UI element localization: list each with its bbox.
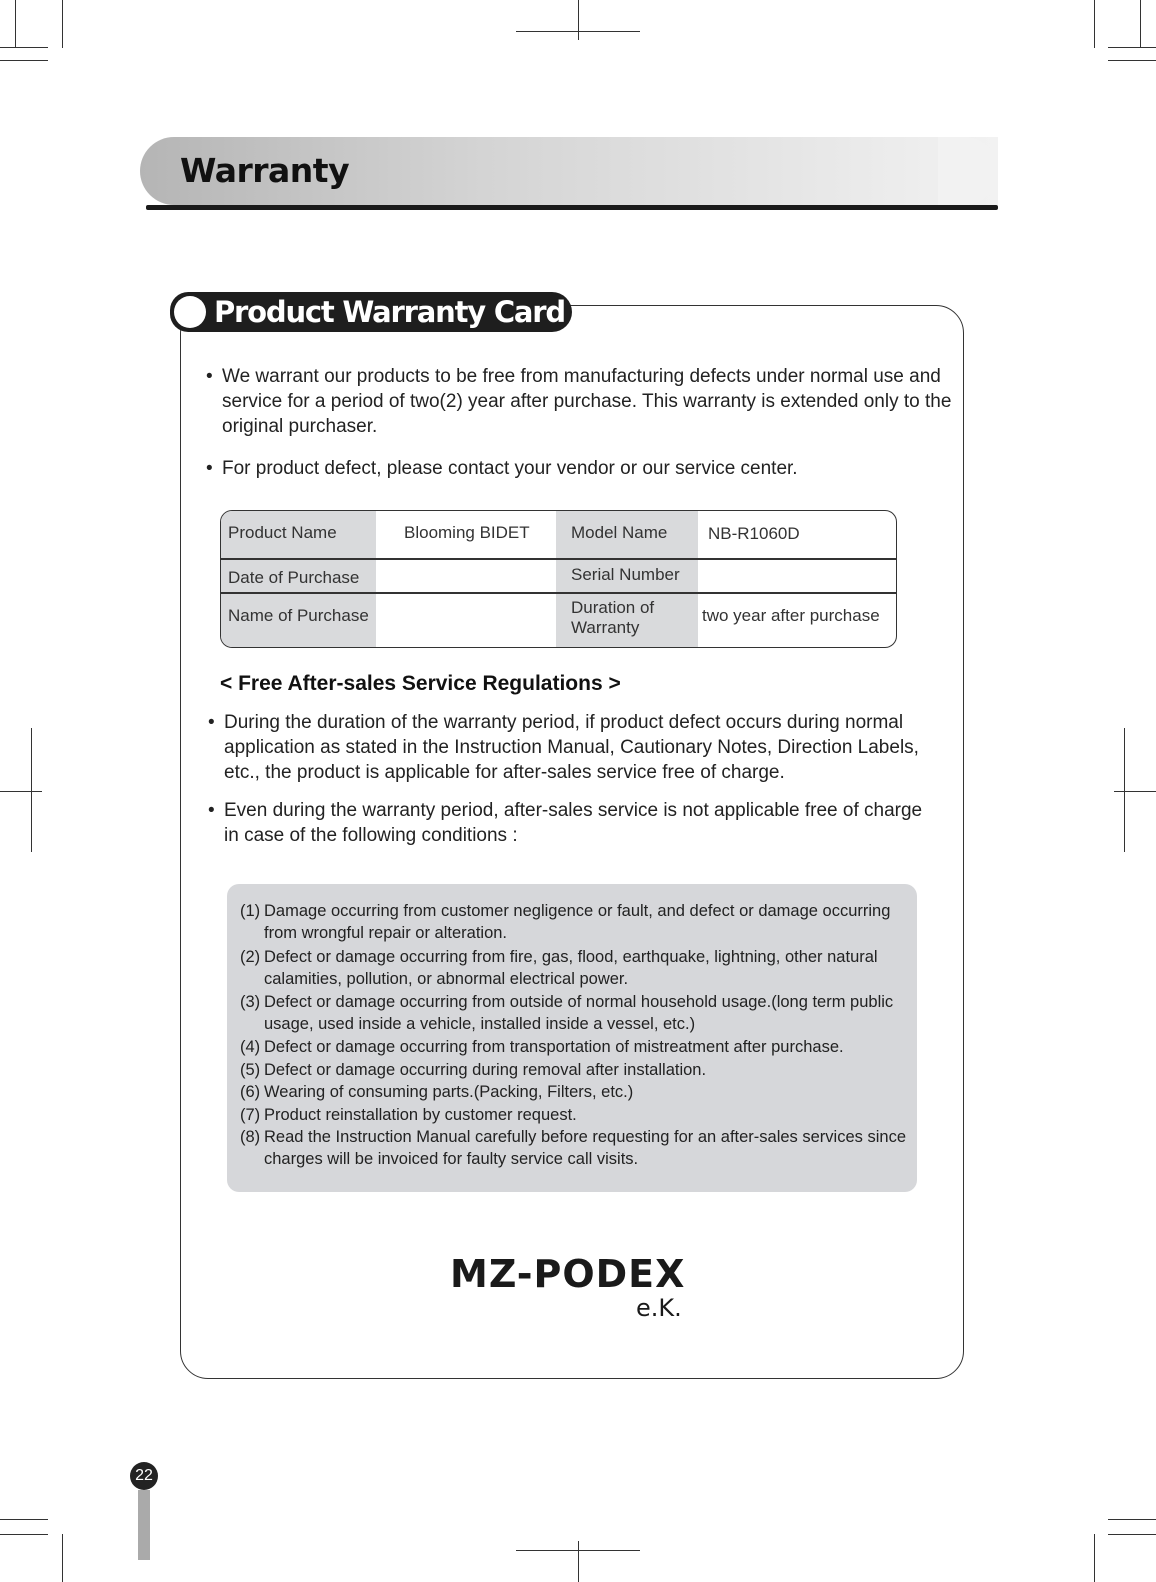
header-band-end bbox=[938, 137, 998, 205]
condition-item bbox=[240, 1036, 844, 1059]
regulation-bullet-1 bbox=[208, 710, 959, 785]
model-name-value: NB-R1060D bbox=[708, 524, 800, 543]
condition-number: (2) bbox=[240, 948, 261, 966]
condition-text: Read the Instruction Manual carefully before requesting for an after-sales services since bbox=[264, 1128, 906, 1146]
condition-continuation: usage, used inside a vehicle, installed inside a vessel, etc.) bbox=[264, 1015, 696, 1033]
crop-mark bbox=[1108, 47, 1156, 48]
condition-text: Defect or damage occurring from outside of normal household usage.(long term public bbox=[264, 993, 894, 1011]
condition-number: (8) bbox=[240, 1128, 261, 1146]
header-rule bbox=[146, 205, 998, 210]
model-name-label: Model Name bbox=[571, 523, 668, 542]
intro-bullet-1 bbox=[206, 364, 962, 439]
crop-mark bbox=[1108, 1519, 1156, 1520]
condition-item bbox=[240, 1059, 706, 1082]
condition-number: (5) bbox=[240, 1061, 261, 1079]
condition-item bbox=[240, 900, 890, 923]
text-line: application as stated in the Instruction Manual, Cautionary Notes, Direction Labels, bbox=[224, 737, 919, 758]
page-side-tab bbox=[138, 1490, 150, 1560]
condition-continuation: from wrongful repair or alteration. bbox=[264, 924, 508, 942]
info-table bbox=[220, 510, 897, 648]
condition-number: (3) bbox=[240, 993, 261, 1011]
condition-number: (7) bbox=[240, 1106, 261, 1124]
crop-mark bbox=[578, 0, 579, 40]
condition-text: Defect or damage occurring during removal after installation. bbox=[264, 1061, 707, 1079]
page-title: Warranty bbox=[180, 151, 350, 190]
product-name-label: Product Name bbox=[228, 523, 337, 542]
text-line: Even during the warranty period, after-sales service is not applicable free of charge bbox=[224, 800, 923, 821]
row-divider bbox=[221, 592, 896, 594]
crop-mark bbox=[0, 1534, 48, 1535]
bullet-icon: • bbox=[206, 458, 213, 479]
condition-item bbox=[240, 1081, 633, 1104]
name-of-purchase-label: Name of Purchase bbox=[228, 606, 369, 625]
condition-text: Defect or damage occurring from fire, gas, flood, earthquake, lightning, other natural bbox=[264, 948, 878, 966]
crop-mark bbox=[1108, 1534, 1156, 1535]
text-line: original purchaser. bbox=[222, 416, 378, 437]
duration-label-line: Duration of bbox=[571, 598, 655, 617]
condition-text: Defect or damage occurring from transportation of mistreatment after purchase. bbox=[264, 1038, 844, 1056]
page-number: 22 bbox=[130, 1462, 158, 1490]
company-logo-suffix: e.K. bbox=[636, 1294, 682, 1322]
condition-number: (1) bbox=[240, 902, 261, 920]
text-line: During the duration of the warranty period, if product defect occurs during normal bbox=[224, 712, 904, 733]
crop-mark bbox=[0, 791, 42, 792]
text-line: service for a period of two(2) year after purchase. This warranty is extended only to the bbox=[222, 391, 952, 412]
crop-mark bbox=[31, 728, 32, 852]
card-title-tab bbox=[170, 292, 572, 332]
crop-mark bbox=[578, 1541, 579, 1582]
text-line: etc., the product is applicable for after-sales service free of charge. bbox=[224, 762, 785, 783]
crop-mark bbox=[0, 60, 48, 61]
duration-value: two year after purchase bbox=[702, 606, 880, 625]
serial-number-label: Serial Number bbox=[571, 565, 680, 584]
product-name-value: Blooming BIDET bbox=[404, 523, 530, 542]
card-title: Product Warranty Card bbox=[214, 295, 565, 329]
header-band bbox=[140, 137, 998, 205]
crop-mark bbox=[1140, 0, 1141, 48]
condition-text: Damage occurring from customer negligence or fault, and defect or damage occurring bbox=[264, 902, 891, 920]
condition-number: (6) bbox=[240, 1083, 261, 1101]
bullet-icon: • bbox=[206, 366, 213, 387]
condition-item bbox=[240, 1126, 906, 1149]
text-line: in case of the following conditions : bbox=[224, 825, 518, 846]
text-line: We warrant our products to be free from manufacturing defects under normal use and bbox=[222, 366, 941, 387]
condition-text: Product reinstallation by customer request. bbox=[264, 1106, 577, 1124]
duration-label bbox=[571, 598, 654, 638]
condition-item bbox=[240, 946, 878, 969]
crop-mark bbox=[1094, 0, 1095, 48]
condition-continuation: calamities, pollution, or abnormal electrical power. bbox=[264, 970, 629, 988]
crop-mark bbox=[1114, 791, 1156, 792]
condition-item bbox=[240, 991, 893, 1014]
regulations-heading: < Free After-sales Service Regulations > bbox=[220, 672, 621, 695]
duration-label-line: Warranty bbox=[571, 618, 640, 637]
crop-mark bbox=[15, 0, 16, 48]
condition-item bbox=[240, 1104, 577, 1127]
date-of-purchase-label: Date of Purchase bbox=[228, 568, 360, 587]
condition-continuation: charges will be invoiced for faulty service call visits. bbox=[264, 1150, 639, 1168]
crop-mark bbox=[1108, 60, 1156, 61]
bullet-icon: • bbox=[208, 712, 215, 733]
condition-text: Wearing of consuming parts.(Packing, Filters, etc.) bbox=[264, 1083, 634, 1101]
text-line: For product defect, please contact your vendor or our service center. bbox=[222, 458, 798, 479]
crop-mark bbox=[1124, 728, 1125, 852]
crop-mark bbox=[62, 1534, 63, 1582]
intro-bullet-2 bbox=[206, 456, 962, 481]
row-divider bbox=[221, 558, 896, 560]
company-logo: MZ-PODEX bbox=[450, 1252, 686, 1296]
crop-mark bbox=[0, 47, 48, 48]
crop-mark bbox=[1094, 1534, 1095, 1582]
circle-icon bbox=[174, 296, 206, 328]
crop-mark bbox=[0, 1519, 48, 1520]
bullet-icon: • bbox=[208, 800, 215, 821]
condition-number: (4) bbox=[240, 1038, 261, 1056]
crop-mark bbox=[62, 0, 63, 48]
regulation-bullet-2 bbox=[208, 798, 959, 848]
